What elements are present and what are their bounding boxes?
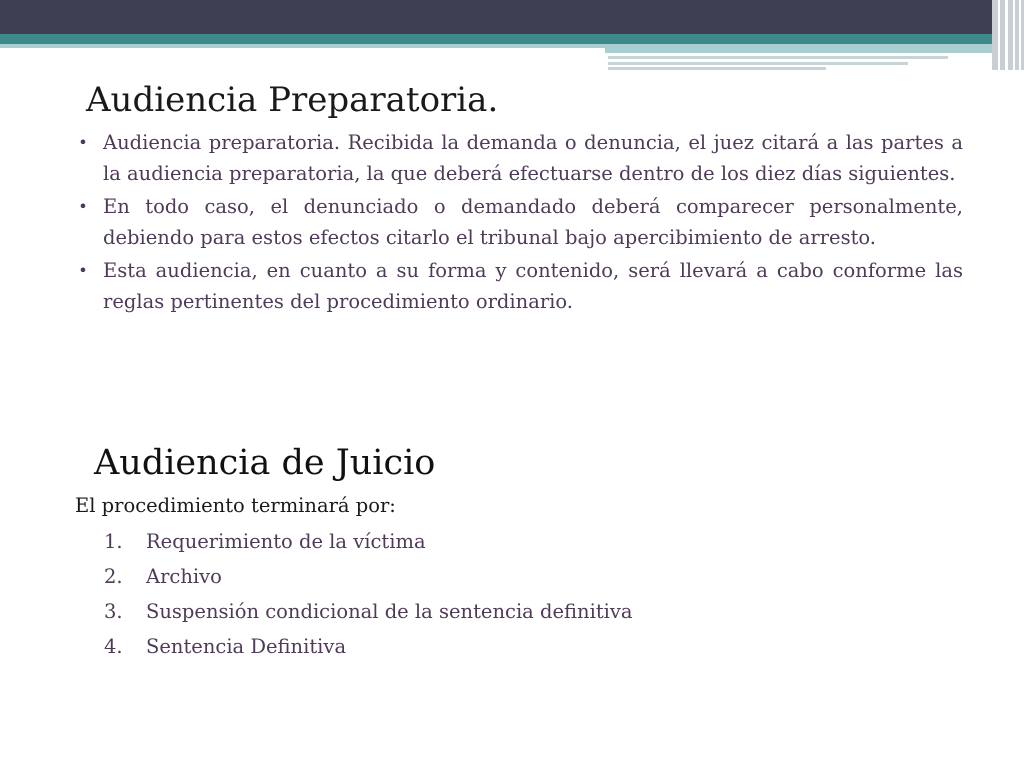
numbered-list xyxy=(104,524,633,664)
header-dark-band xyxy=(0,0,1024,34)
intro-text: El procedimiento terminará por: xyxy=(75,494,396,517)
header-vertical-line xyxy=(1013,0,1015,70)
header-gray-stripe xyxy=(608,67,826,70)
header-banner xyxy=(0,0,1024,72)
header-vertical-line xyxy=(1019,0,1021,70)
item-text: Sentencia Definitiva xyxy=(146,634,347,658)
numbered-item xyxy=(104,524,633,559)
header-teal-band xyxy=(0,34,1024,44)
header-gray-stripe xyxy=(608,62,908,65)
header-vertical-line xyxy=(998,0,1000,70)
item-number: 3. xyxy=(104,599,123,623)
header-light-band xyxy=(0,44,605,48)
bullet-text: Esta audiencia, en cuanto a su forma y contenido, será llevará a cabo conforme las reglas pertinentes del procedimiento ordinario. xyxy=(103,259,963,313)
section-title-juicio: Audiencia de Juicio xyxy=(94,443,436,483)
bullet-list xyxy=(75,128,963,320)
item-text: Requerimiento de la víctima xyxy=(146,529,426,553)
bullet-text: Audiencia preparatoria. Recibida la demanda o denuncia, el juez citará a las partes a la audiencia preparatoria, la que deberá efectuarse dentro de los diez días siguientes. xyxy=(103,131,963,185)
item-number: 2. xyxy=(104,564,123,588)
bullet-item xyxy=(75,192,963,253)
item-text: Archivo xyxy=(146,564,222,588)
item-number: 4. xyxy=(104,634,123,658)
bullet-icon: • xyxy=(78,133,88,152)
header-vertical-line xyxy=(1005,0,1008,70)
bullet-item xyxy=(75,128,963,189)
bullet-icon: • xyxy=(78,261,88,280)
section-title-preparatoria: Audiencia Preparatoria. xyxy=(86,80,499,120)
numbered-item xyxy=(104,559,633,594)
header-light-band xyxy=(605,44,1024,53)
header-gray-stripe xyxy=(608,56,948,59)
numbered-item xyxy=(104,629,633,664)
item-number: 1. xyxy=(104,529,123,553)
bullet-item xyxy=(75,256,963,317)
numbered-item xyxy=(104,594,633,629)
bullet-icon: • xyxy=(78,197,88,216)
bullet-text: En todo caso, el denunciado o demandado deberá comparecer personalmente, debiendo para estos efectos citarlo el tribunal bajo apercibimiento de arresto. xyxy=(103,195,963,249)
item-text: Suspensión condicional de la sentencia definitiva xyxy=(146,599,633,623)
